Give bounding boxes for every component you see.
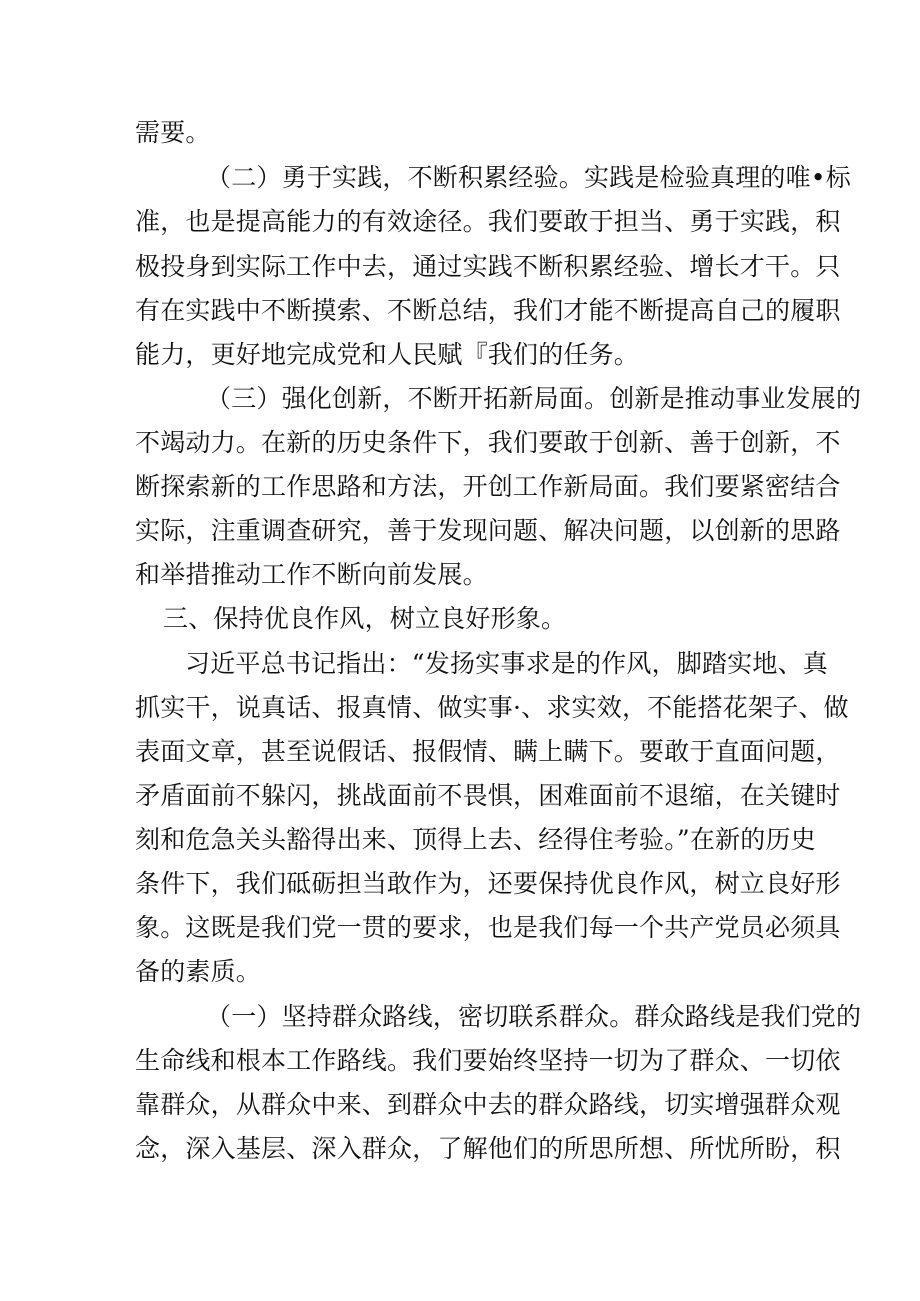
text-line: 能力，更好地完成党和人民赋『我们的任务。 (135, 340, 640, 369)
text-line: 抓实干，说真话、报真情、做实事·、求实效，不能搭花架子、做 (135, 693, 849, 722)
text-line: 实际，注重调查研究，善于发现问题、解决问题，以创新的思路 (135, 516, 841, 545)
text-line: 表面文章，甚至说假话、报假情、瞒上瞒下。要敢于直面问题， (135, 737, 841, 766)
section-heading: 三、保持优良作风，树立良好形象。 (163, 604, 567, 633)
text-line: 生命线和根本工作路线。我们要始终坚持一切为了群众、一切依 (135, 1046, 841, 1075)
text-line: 习近平总书记指出：“发扬实事求是的作风，脚踏实地、真 (185, 649, 828, 678)
text-line: 极投身到实际工作中去，通过实践不断积累经验、增长才干。只 (135, 252, 841, 281)
subheading-line: （二）勇于实践，不断积累经验。实践是检验真理的唯•标 (206, 163, 851, 192)
text-line: 有在实践中不断摸索、不断总结，我们才能不断提高自己的履职 (135, 296, 841, 325)
text-line: 备的素质。 (135, 957, 262, 986)
subheading-line: （一）坚持群众路线，密切联系群众。群众路线是我们党的 (206, 1002, 862, 1031)
text-line: 刻和危急关头豁得出来、顶得上去、经得住考验。”在新的历史 (135, 825, 816, 854)
text-line: 不竭动力。在新的历史条件下，我们要敢于创新、善于创新，不 (135, 428, 841, 457)
text-line: 念，深入基层、深入群众，了解他们的所思所想、所忧所盼，积 (135, 1134, 841, 1163)
subheading-line: （三）强化创新，不断开拓新局面。创新是推动事业发展的 (206, 384, 862, 413)
text-line: 断探索新的工作思路和方法，开创工作新局面。我们要紧密结合 (135, 472, 841, 501)
text-line: 需要。 (135, 118, 211, 147)
text-line: 矛盾面前不躲闪，挑战面前不畏惧，困难面前不退缩，在关键时 (135, 781, 841, 810)
text-line: 条件下，我们砥砺担当敢作为，还要保持优良作风，树立良好形 (135, 869, 841, 898)
text-line: 象。这既是我们党一贯的要求，也是我们每一个共产党员必须具 (135, 913, 841, 942)
text-line: 和举措推动工作不断向前发展。 (135, 560, 488, 589)
text-line: 准，也是提高能力的有效途径。我们要敢于担当、勇于实践，积 (135, 207, 841, 236)
text-line: 靠群众，从群众中来、到群众中去的群众路线，切实增强群众观 (135, 1090, 841, 1119)
